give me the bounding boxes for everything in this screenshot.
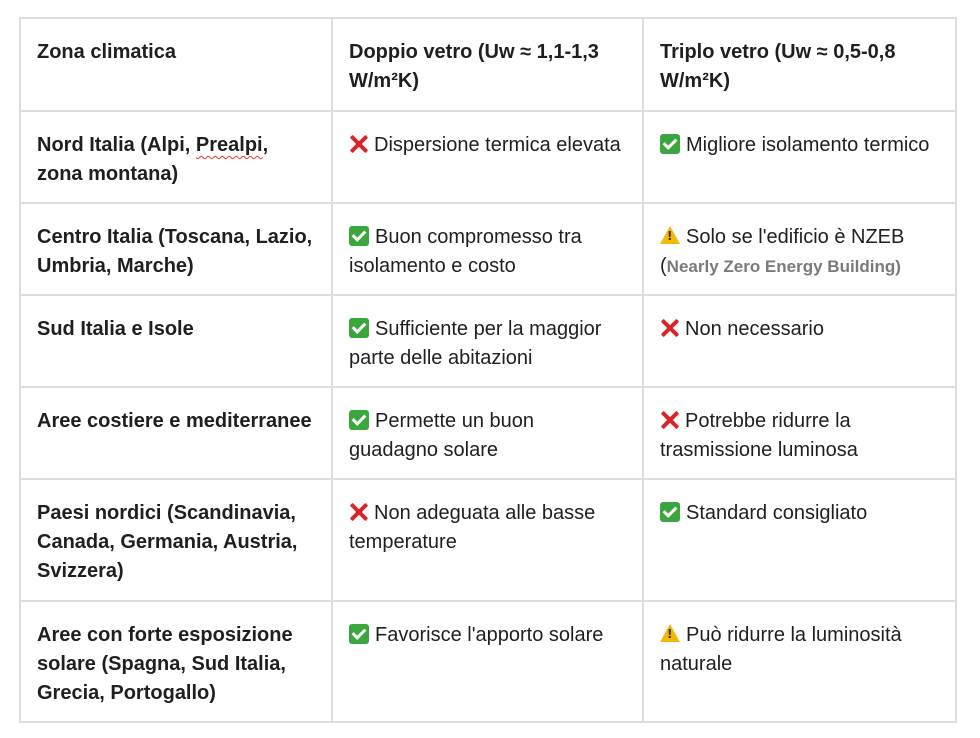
table-row [20, 111, 956, 203]
nzeb-note: Nearly Zero Energy Building) [666, 257, 901, 276]
zone-cell: Paesi nordici (Scandinavia, Canada, Germania, Austria, Svizzera) [20, 479, 332, 601]
table-row [20, 387, 956, 479]
table-row [20, 479, 956, 601]
header-row [20, 18, 956, 111]
warning-icon [660, 226, 680, 244]
cross-mark-icon [349, 134, 367, 154]
check-mark-icon [349, 318, 369, 338]
cross-mark-icon [660, 410, 678, 430]
double-text: Sufficiente per la maggior parte delle abitazioni [349, 318, 602, 369]
check-mark-icon [660, 502, 680, 522]
triple-cell [643, 479, 956, 601]
zone-text: , zona montana) [37, 134, 269, 185]
double-cell [332, 387, 643, 479]
check-mark-icon [349, 410, 369, 430]
cross-mark-icon [349, 502, 367, 522]
cross-mark-icon [660, 318, 678, 338]
header-zone: Zona climatica [20, 18, 332, 111]
zone-cell: Aree con forte esposizione solare (Spagna, Sud Italia, Grecia, Portogallo) [20, 601, 332, 722]
double-text: Buon compromesso tra isolamento e costo [349, 226, 582, 277]
zone-cell [20, 111, 332, 203]
triple-text: Standard consigliato [686, 502, 868, 524]
climate-glazing-table [19, 17, 957, 723]
double-text: Dispersione termica elevata [374, 134, 621, 156]
triple-text: Può ridurre la luminosità naturale [660, 624, 902, 675]
zone-text: Nord Italia (Alpi, [37, 134, 196, 156]
triple-cell [643, 601, 956, 722]
table-row [20, 295, 956, 387]
triple-text: Potrebbe ridurre la trasmissione luminosa [660, 410, 858, 461]
double-text: Non adeguata alle basse temperature [349, 502, 596, 553]
zone-cell: Sud Italia e Isole [20, 295, 332, 387]
triple-cell [643, 111, 956, 203]
table-row [20, 601, 956, 722]
check-mark-icon [349, 226, 369, 246]
double-text: Permette un buon guadagno solare [349, 410, 534, 461]
zone-cell: Aree costiere e mediterranee [20, 387, 332, 479]
double-cell [332, 111, 643, 203]
spellcheck-word[interactable]: Prealpi [195, 134, 263, 156]
zone-cell: Centro Italia (Toscana, Lazio, Umbria, Marche) [20, 203, 332, 295]
table-row [20, 203, 956, 295]
triple-text: Non necessario [685, 318, 824, 340]
triple-cell [643, 387, 956, 479]
header-triple-glazing: Triplo vetro (Uw ≈ 0,5-0,8 W/m²K) [643, 18, 956, 111]
double-text: Favorisce l'apporto solare [375, 624, 604, 646]
triple-text: Migliore isolamento termico [686, 134, 930, 156]
header-double-glazing: Doppio vetro (Uw ≈ 1,1-1,3 W/m²K) [332, 18, 643, 111]
double-cell [332, 479, 643, 601]
triple-text: Solo se l'edificio è NZEB [686, 226, 905, 248]
check-mark-icon [349, 624, 369, 644]
double-cell [332, 295, 643, 387]
double-cell [332, 601, 643, 722]
note-paren: ( [660, 255, 667, 277]
double-cell [332, 203, 643, 295]
warning-icon [660, 624, 680, 642]
triple-cell [643, 203, 956, 295]
triple-cell [643, 295, 956, 387]
check-mark-icon [660, 134, 680, 154]
